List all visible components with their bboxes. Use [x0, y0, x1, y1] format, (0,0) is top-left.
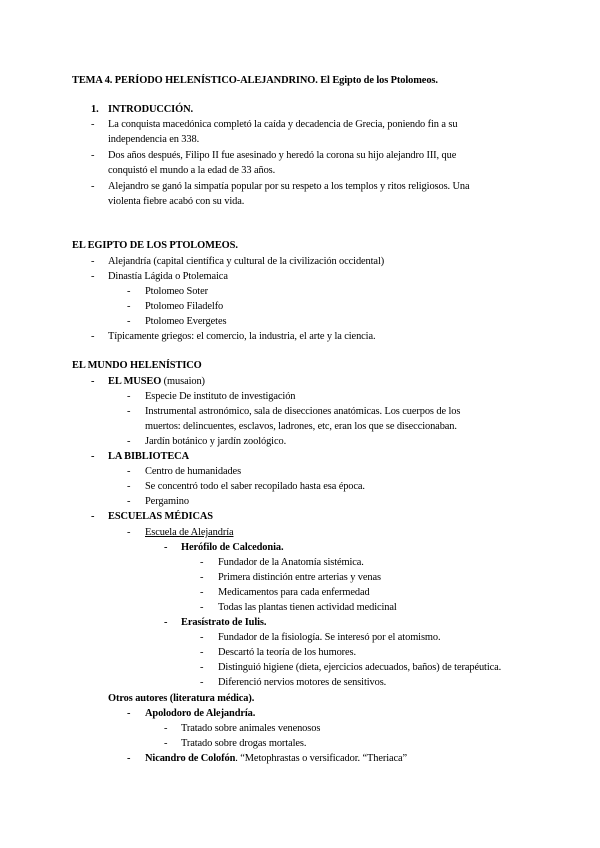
list-item: Todas las plantas tienen actividad medicinal	[218, 602, 397, 613]
list-bullet: -	[127, 301, 131, 312]
list-item: Alejandría (capital científica y cultural de la civilización occidental)	[108, 256, 385, 267]
subheading-otros-autores: Otros autores (literatura médica).	[108, 693, 255, 704]
list-bullet: -	[127, 708, 131, 719]
list-item-cont: violenta fiebre acabó con su vida.	[108, 196, 245, 207]
list-item: Centro de humanidades	[145, 466, 242, 477]
list-bullet: -	[200, 662, 204, 673]
section-heading-mundo: EL MUNDO HELENÍSTICO	[72, 360, 202, 371]
list-bullet: -	[91, 331, 95, 342]
list-bullet: -	[200, 557, 204, 568]
list-item-cont: muertos: delincuentes, esclavos, ladrones, etc, eran los que se diseccionaban.	[145, 421, 457, 432]
list-bullet: -	[200, 677, 204, 688]
list-item: Dinastía Lágida o Ptolemaica	[108, 271, 228, 282]
section-number: 1.	[91, 104, 99, 115]
list-bullet: -	[91, 181, 95, 192]
list-item: Fundador de la Anatomía sistémica.	[218, 557, 364, 568]
list-item: Típicamente griegos: el comercio, la industria, el arte y la ciencia.	[108, 331, 376, 342]
list-item: Especie De instituto de investigación	[145, 391, 296, 402]
list-item-erasistrato: Erasístrato de Iulis.	[181, 617, 267, 628]
list-item: Pergamino	[145, 496, 189, 507]
list-item: La conquista macedónica completó la caída y decadencia de Grecia, poniendo fin a su	[108, 119, 458, 130]
list-item: Tratado sobre animales venenosos	[181, 723, 321, 734]
list-bullet: -	[164, 542, 168, 553]
list-bullet: -	[127, 753, 131, 764]
document-title: TEMA 4. PERÍODO HELENÍSTICO-ALEJANDRINO. El Egipto de los Ptolomeos.	[72, 75, 438, 86]
list-item-nicandro: Nicandro de Colofón. “Metophrastas o versificador. “Theriaca”	[145, 753, 408, 764]
list-item: Ptolomeo Evergetes	[145, 316, 227, 327]
list-bullet: -	[91, 150, 95, 161]
list-bullet: -	[91, 256, 95, 267]
list-item: Fundador de la fisiología. Se interesó por el atomismo.	[218, 632, 441, 643]
list-bullet: -	[127, 481, 131, 492]
list-item: Ptolomeo Soter	[145, 286, 208, 297]
list-item-biblioteca: LA BIBLIOTECA	[108, 451, 189, 462]
list-bullet: -	[127, 527, 131, 538]
list-bullet: -	[127, 496, 131, 507]
list-bullet: -	[200, 572, 204, 583]
list-bullet: -	[127, 316, 131, 327]
list-item: Instrumental astronómico, sala de disecciones anatómicas. Los cuerpos de los	[145, 406, 461, 417]
list-item: Alejandro se ganó la simpatía popular por su respeto a los templos y ritos religiosos. Una	[108, 181, 470, 192]
list-bullet: -	[91, 119, 95, 130]
list-bullet: -	[91, 511, 95, 522]
list-bullet: -	[91, 376, 95, 387]
list-bullet: -	[91, 451, 95, 462]
list-bullet: -	[200, 587, 204, 598]
list-bullet: -	[164, 738, 168, 749]
list-bullet: -	[200, 632, 204, 643]
list-item: Tratado sobre drogas mortales.	[181, 738, 307, 749]
list-bullet: -	[200, 602, 204, 613]
list-bullet: -	[164, 723, 168, 734]
list-item: Diferenció nervios motores de sensitivos.	[218, 677, 387, 688]
list-item: Descartó la teoría de los humores.	[218, 647, 356, 658]
list-bullet: -	[127, 466, 131, 477]
section-heading-introduccion: INTRODUCCIÓN.	[108, 104, 194, 115]
list-item-cont: conquistó el mundo a la edad de 33 años.	[108, 165, 276, 176]
list-bullet: -	[127, 436, 131, 447]
list-item: Jardín botánico y jardín zoológico.	[145, 436, 287, 447]
list-item: Distinguió higiene (dieta, ejercicios adecuados, baños) de terapéutica.	[218, 662, 502, 673]
section-heading-egipto: EL EGIPTO DE LOS PTOLOMEOS.	[72, 240, 238, 251]
list-bullet: -	[127, 391, 131, 402]
list-item: Medicamentos para cada enfermedad	[218, 587, 370, 598]
list-item-apolodoro: Apolodoro de Alejandría.	[145, 708, 256, 719]
list-item-museo: EL MUSEO (musaion)	[108, 376, 205, 387]
list-item: Se concentró todo el saber recopilado hasta esa época.	[145, 481, 365, 492]
list-bullet: -	[91, 271, 95, 282]
list-item: Ptolomeo Filadelfo	[145, 301, 224, 312]
list-item-escuelas: ESCUELAS MÉDICAS	[108, 511, 213, 522]
list-bullet: -	[127, 406, 131, 417]
list-item-cont: independencia en 338.	[108, 134, 200, 145]
list-item: Primera distinción entre arterias y venas	[218, 572, 381, 583]
list-bullet: -	[164, 617, 168, 628]
list-bullet: -	[200, 647, 204, 658]
list-item: Dos años después, Filipo II fue asesinado y heredó la corona su hijo alejandro III, que	[108, 150, 457, 161]
list-bullet: -	[127, 286, 131, 297]
list-item-herofilo: Herófilo de Calcedonia.	[181, 542, 284, 553]
list-item-escuela-alejandria: Escuela de Alejandría	[145, 527, 234, 538]
